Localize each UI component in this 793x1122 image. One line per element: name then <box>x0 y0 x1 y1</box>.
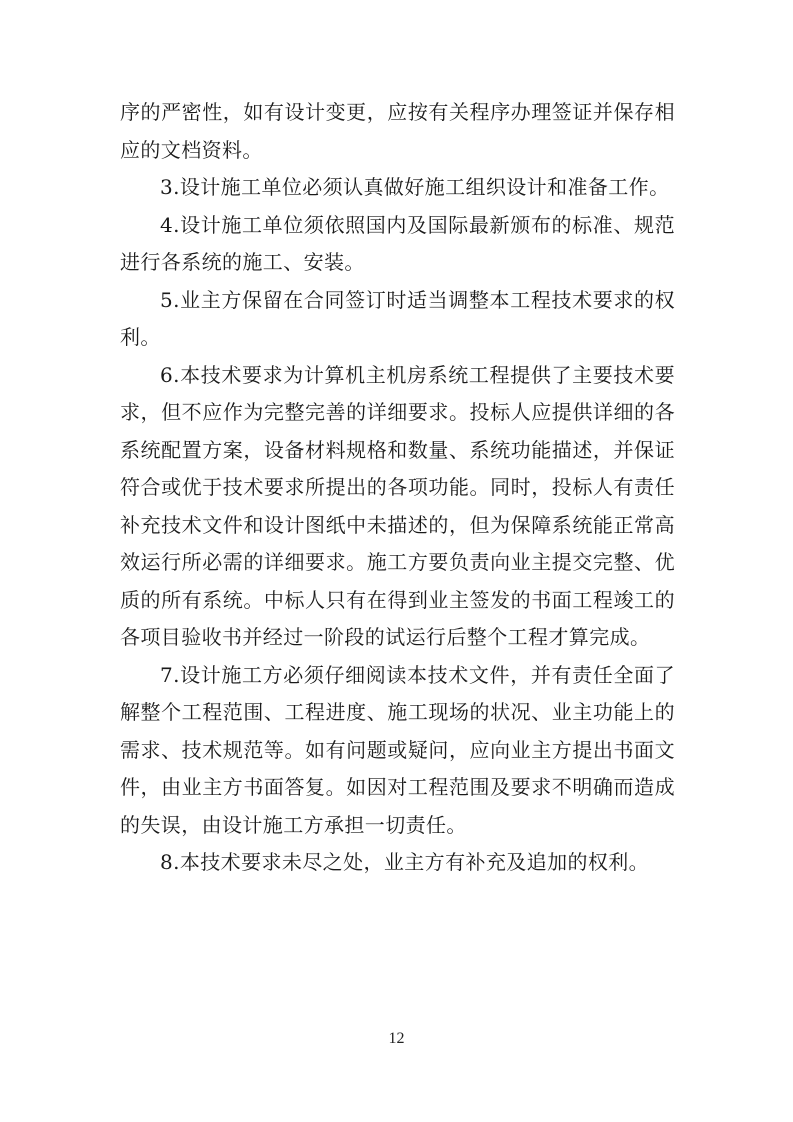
page-number: 12 <box>388 1030 405 1047</box>
paragraph-item-3: 3.设计施工单位必须认真做好施工组织设计和准备工作。 <box>160 175 670 199</box>
paragraph-item-6: 6.本技术要求为计算机主机房系统工程提供了主要技术要求，但不应作为完整完善的详细要求。投标人应提供详细的各系统配置方案，设备材料规格和数量、系统功能描述，并保证符合或优于技术要求所提出的各项功能。同时，投标人有责任补充技术文件和设计图纸中未描述的，但为保障系统能正常高效运行所必需的详细要求。施工方要负责向业主提交完整、优质的所有系统。中标人只有在得到业主签发的书面工程竣工的各项目验收书并经过一阶段的试运行后整个工程才算完成。 <box>120 362 675 649</box>
paragraph-item-5: 5.业主方保留在合同签订时适当调整本工程技术要求的权利。 <box>120 287 675 349</box>
document-body <box>120 94 675 882</box>
paragraph-item-7: 7.设计施工方必须仔细阅读本技术文件，并有责任全面了解整个工程范围、工程进度、施工现场的状况、业主功能上的需求、技术规范等。如有问题或疑问，应向业主方提出书面文件，由业主方书面答复。如因对工程范围及要求不明确而造成的失误，由设计施工方承担一切责任。 <box>120 662 675 837</box>
paragraph-item-8: 8.本技术要求未尽之处，业主方有补充及追加的权利。 <box>160 850 650 874</box>
paragraph-item-4: 4.设计施工单位须依照国内及国际最新颁布的标准、规范进行各系统的施工、安装。 <box>120 212 675 274</box>
paragraph-continuation: 序的严密性，如有设计变更，应按有关程序办理签证并保存相应的文档资料。 <box>120 100 675 162</box>
